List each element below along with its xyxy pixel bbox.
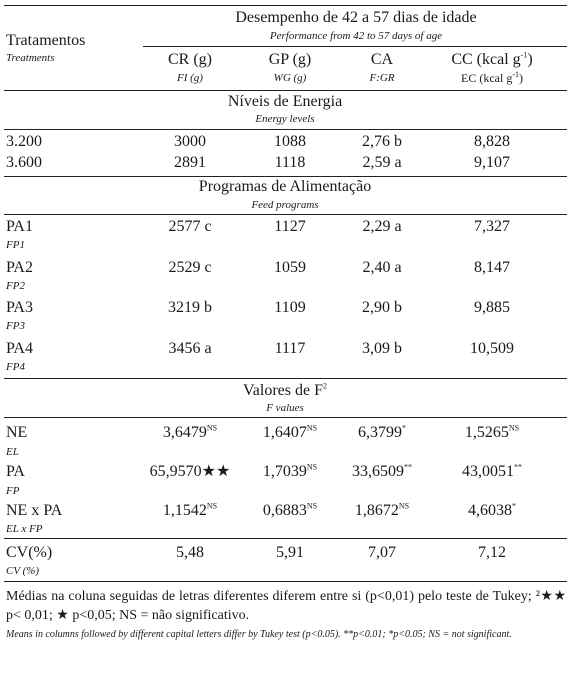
feed-row-label: PA1 bbox=[6, 218, 33, 235]
table-cell: 2,59 a bbox=[362, 154, 402, 171]
feed-row-label-en: FP3 bbox=[6, 320, 25, 332]
cv-rule bbox=[4, 538, 567, 539]
col-header-fi: FI (g) bbox=[177, 72, 203, 84]
table-title: Desempenho de 42 a 57 dias de idade bbox=[235, 9, 477, 26]
table-cell: $3,6479^{NS}$ bbox=[162, 423, 218, 441]
section-f-title: Valores de $F^2$ bbox=[243, 381, 327, 399]
bottom-rule bbox=[4, 581, 567, 582]
col-header-cc: CC (kcal $g^{-1}$) bbox=[451, 50, 533, 68]
table-cell: 5,91 bbox=[276, 544, 304, 561]
section-energy-subtitle: Energy levels bbox=[255, 113, 315, 125]
f-row-label: PA bbox=[6, 463, 25, 480]
energy-row-label: 3.600 bbox=[6, 154, 42, 171]
f-row-label-en: EL bbox=[6, 446, 19, 458]
feed-row-label-en: FP1 bbox=[6, 239, 25, 251]
footnote-pt: Médias na coluna seguidas de letras diferentes diferem entre si (p<0,01) pelo teste de Tukey; ²★★ p< 0,01; ★ p<0,05; NS = não significativo. bbox=[6, 589, 566, 623]
col-header-gp: GP (g) bbox=[268, 51, 312, 68]
energy-rule bbox=[4, 129, 567, 130]
feed-row-label-en: FP2 bbox=[6, 280, 25, 292]
col-header-wg: WG (g) bbox=[273, 72, 307, 84]
f-row-label-en: EL x FP bbox=[6, 523, 43, 535]
table-cell: $1,5265^{NS}$ bbox=[464, 423, 520, 441]
table-cell: 2529 c bbox=[168, 259, 212, 276]
table-cell: 1117 bbox=[274, 340, 306, 357]
table-cell: 3,09 b bbox=[362, 340, 402, 357]
f-row-label: NE bbox=[6, 424, 28, 441]
table-cell: 2,90 b bbox=[362, 299, 402, 316]
table-cell: 3219 b bbox=[168, 299, 212, 316]
col-header-ec: EC (kcal $g^{-1}$) bbox=[461, 70, 523, 85]
col-header-fgr: F:GR bbox=[369, 72, 395, 84]
table-cell: 9,107 bbox=[474, 154, 510, 171]
table-cell: 8,828 bbox=[474, 133, 510, 150]
table-cell: 1109 bbox=[274, 299, 306, 316]
table-cell: 3000 bbox=[174, 133, 206, 150]
feed-row-label: PA4 bbox=[6, 340, 33, 357]
header-rule bbox=[4, 90, 567, 91]
table-cell: $1,7039^{NS}$ bbox=[262, 462, 318, 480]
table-cell: 10,509 bbox=[470, 340, 514, 357]
section-energy-title: Níveis de Energia bbox=[227, 93, 343, 110]
col-header-cr: CR (g) bbox=[168, 51, 212, 68]
table-cell: 9,885 bbox=[474, 299, 510, 316]
f-top-rule bbox=[4, 378, 567, 379]
feed-row-label: PA2 bbox=[6, 259, 33, 276]
table-cell: 7,12 bbox=[478, 544, 506, 561]
table-cell: 8,147 bbox=[474, 259, 510, 276]
feed-row-label: PA3 bbox=[6, 299, 33, 316]
table-cell: 43,0051** bbox=[462, 462, 522, 480]
energy-row-label: 3.200 bbox=[6, 133, 42, 150]
table-cell: 2891 bbox=[174, 154, 206, 171]
table-cell: $0,6883^{NS}$ bbox=[262, 501, 318, 519]
table-cell: 7,327 bbox=[474, 218, 510, 235]
table-cell: $1,1542^{NS}$ bbox=[162, 501, 218, 519]
f-row-label: NE x PA bbox=[6, 502, 63, 519]
table-cell: 1088 bbox=[274, 133, 306, 150]
table-cell: 4,6038* bbox=[468, 501, 516, 519]
footnote-en: Means in columns followed by different capital letters differ by Tukey test (p<0.05). **p<0.01; *p<0.05; NS = not significant. bbox=[6, 629, 512, 640]
col-header-ca: CA bbox=[370, 51, 394, 68]
table-cell: 1118 bbox=[274, 154, 306, 171]
table-cell: 5,48 bbox=[176, 544, 204, 561]
cv-row-label: CV(%) bbox=[6, 544, 53, 561]
table-cell: 2577 c bbox=[168, 218, 212, 235]
feed-top-rule bbox=[4, 176, 567, 177]
f-rule bbox=[4, 417, 567, 418]
treatments-label-en: Treatments bbox=[6, 52, 55, 64]
feed-row-label-en: FP4 bbox=[6, 361, 25, 373]
section-feed-title: Programas de Alimentação bbox=[198, 178, 372, 195]
table-cell: 1127 bbox=[274, 218, 306, 235]
table-cell: $1,6407^{NS}$ bbox=[262, 423, 318, 441]
table-cell: 6,3799* bbox=[358, 423, 406, 441]
table-cell: 2,29 a bbox=[362, 218, 402, 235]
section-f-subtitle: F values bbox=[266, 402, 304, 414]
top-rule bbox=[4, 5, 567, 6]
section-feed-subtitle: Feed programs bbox=[251, 199, 319, 211]
title-rule bbox=[143, 46, 567, 47]
table-subtitle: Performance from 42 to 57 days of age bbox=[269, 30, 443, 42]
table-cell: 3456 a bbox=[168, 340, 212, 357]
cv-row-label-en: CV (%) bbox=[6, 565, 40, 577]
table-cell: 33,6509** bbox=[352, 462, 412, 480]
f-row-label-en: FP bbox=[6, 485, 20, 497]
feed-rule bbox=[4, 214, 567, 215]
table-cell: 7,07 bbox=[368, 544, 396, 561]
table-cell: 1059 bbox=[274, 259, 306, 276]
table-cell: 2,40 a bbox=[362, 259, 402, 276]
table-cell: $1,8672^{NS}$ bbox=[354, 501, 410, 519]
table-cell: 65,9570★★ bbox=[149, 463, 231, 480]
table-cell: 2,76 b bbox=[362, 133, 402, 150]
treatments-label: Tratamentos bbox=[6, 32, 86, 49]
